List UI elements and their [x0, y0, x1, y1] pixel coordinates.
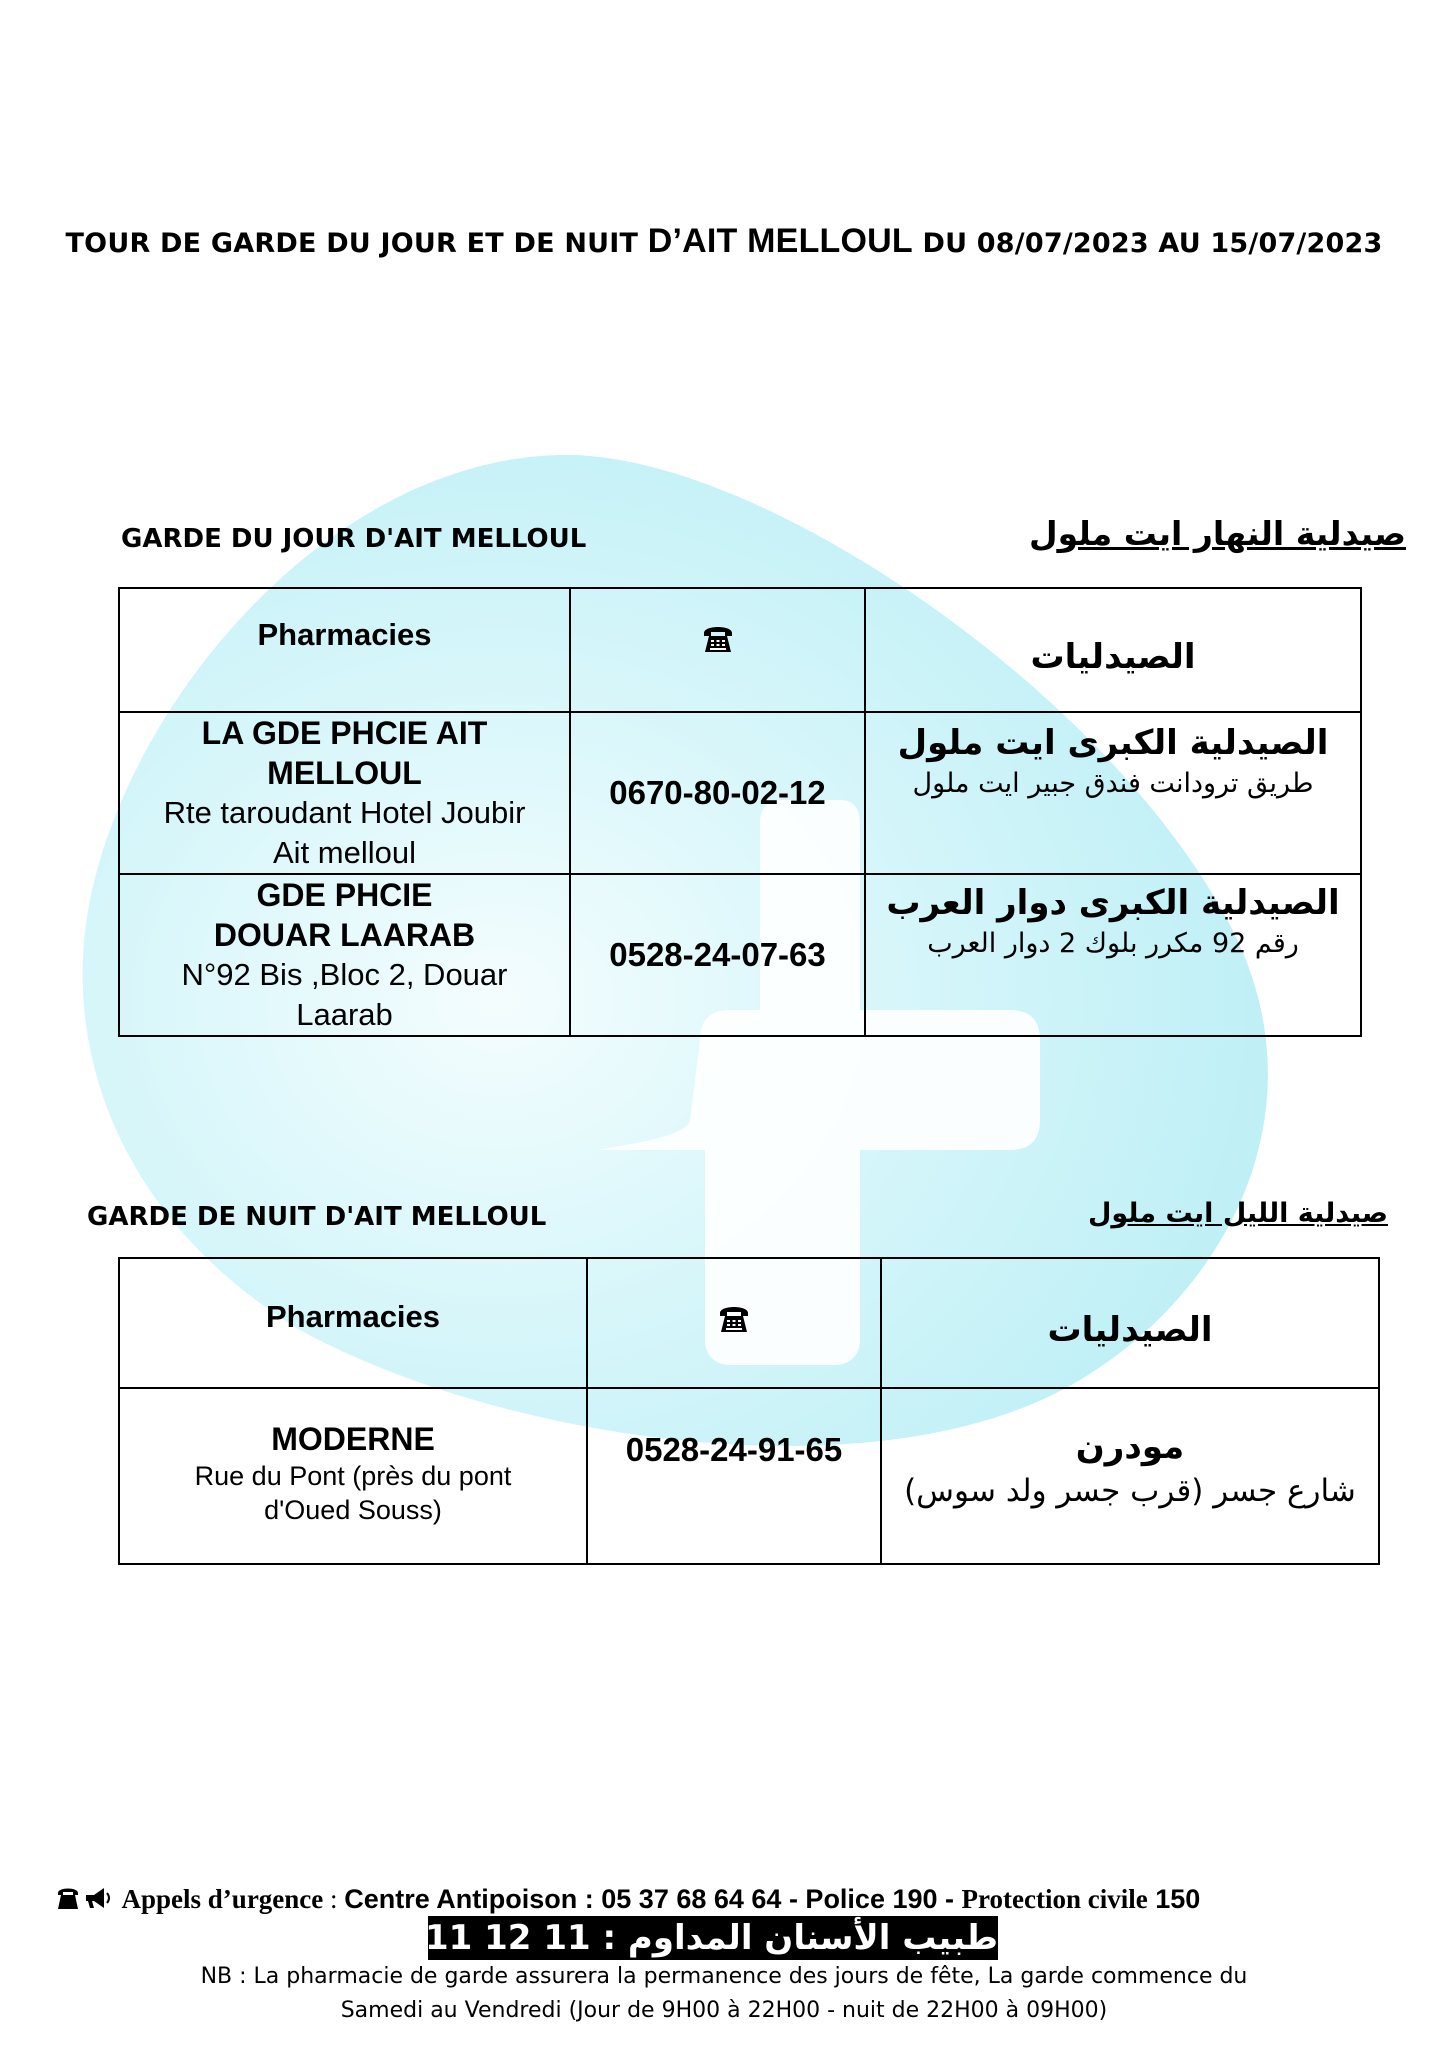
phone-cell: [570, 874, 865, 1036]
pharmacy-address: Rue du Pont (près du pont d'Oued Souss): [194, 1461, 512, 1525]
pharmacy-address-ar: طريق ترودانت فندق جبير ايت ملول: [912, 768, 1314, 799]
table-header-row: [119, 588, 1361, 712]
day-heading-fr: GARDE DU JOUR D'AIT MELLOUL: [121, 524, 587, 554]
table-header-row: [119, 1258, 1379, 1388]
header-pharmacies: Pharmacies: [119, 1258, 587, 1388]
emergency-label: Appels d’urgence: [121, 1884, 324, 1914]
phone-cell: [570, 712, 865, 874]
pharmacy-address-ar: رقم 92 مكرر بلوك 2 دوار العرب: [927, 928, 1299, 959]
table-row: [119, 874, 1361, 1036]
telephone-icon: [701, 621, 735, 655]
emergency-separator: :: [323, 1884, 345, 1914]
pharmacy-name-ar: مودرن: [1075, 1427, 1185, 1467]
footnote-line-1: NB : La pharmacie de garde assurera la permanence des jours de fête, La garde commence du: [200, 1964, 1248, 1989]
pharmacy-name-ar: الصيدلية الكبرى ايت ملول: [897, 723, 1329, 763]
pharmacy-cell: [119, 1388, 587, 1564]
day-pharmacies-table: [118, 587, 1362, 1037]
civil-protection-number: 150: [1147, 1884, 1201, 1914]
pharmacy-phone: 0670-80-02-12: [609, 774, 826, 811]
header-ar: الصيدليات: [881, 1258, 1379, 1388]
header-phone: [570, 588, 865, 712]
pharmacy-name-ar: الصيدلية الكبرى دوار العرب: [886, 883, 1340, 923]
footnote-line-2: Samedi au Vendredi (Jour de 9H00 à 22H00 - nuit de 22H00 à 09H00): [340, 1998, 1108, 2023]
night-pharmacies-table: [118, 1257, 1380, 1565]
pharmacy-phone: 0528-24-91-65: [625, 1431, 843, 1468]
emergency-numbers: Centre Antipoison : 05 37 68 64 64 - Police 190 -: [344, 1884, 962, 1914]
pharmacy-cell: [119, 712, 570, 874]
pharmacy-address-ar: شارع جسر (قرب جسر ولد سوس): [904, 1473, 1356, 1509]
table-row: [119, 1388, 1379, 1564]
emergency-line: [56, 1884, 1396, 1915]
pharmacy-ar-cell: [865, 712, 1361, 874]
phone-megaphone-icon: [56, 1885, 114, 1911]
header-ar: الصيدليات: [865, 588, 1361, 712]
pharmacy-name: MODERNE: [271, 1421, 435, 1457]
day-heading-ar: صيدلية النهار ايت ملول: [1029, 514, 1406, 553]
table-row: [119, 712, 1361, 874]
pharmacy-name: LA GDE PHCIE AIT MELLOUL: [201, 715, 488, 791]
page-title: [0, 222, 1448, 261]
dentist-on-duty: طبيب الأسنان المداوم : 11 12 11 08 06: [306, 1918, 998, 1958]
pharmacy-name: GDE PHCIE DOUAR LAARAB: [213, 877, 476, 953]
pharmacy-address: N°92 Bis ,Bloc 2, Douar Laarab: [181, 957, 508, 1032]
header-pharmacies: Pharmacies: [119, 588, 570, 712]
phone-cell: [587, 1388, 881, 1564]
title-suffix: DU 08/07/2023 AU 15/07/2023: [912, 228, 1383, 259]
telephone-icon: [717, 1301, 751, 1335]
night-heading-fr: GARDE DE NUIT D'AIT MELLOUL: [87, 1202, 547, 1232]
pharmacy-cell: [119, 874, 570, 1036]
header-phone: [587, 1258, 881, 1388]
night-heading-ar: صيدلية الليل ايت ملول: [1087, 1198, 1388, 1229]
title-city: D’AIT MELLOUL: [647, 222, 913, 260]
pharmacy-phone: 0528-24-07-63: [609, 936, 826, 973]
pharmacy-ar-cell: [865, 874, 1361, 1036]
pharmacy-address: Rte taroudant Hotel Joubir Ait melloul: [163, 795, 526, 870]
title-prefix: TOUR DE GARDE DU JOUR ET DE NUIT: [65, 228, 648, 259]
pharmacy-ar-cell: [881, 1388, 1379, 1564]
footnote: [0, 1960, 1448, 2028]
civil-protection-label: Protection civile: [961, 1884, 1148, 1914]
